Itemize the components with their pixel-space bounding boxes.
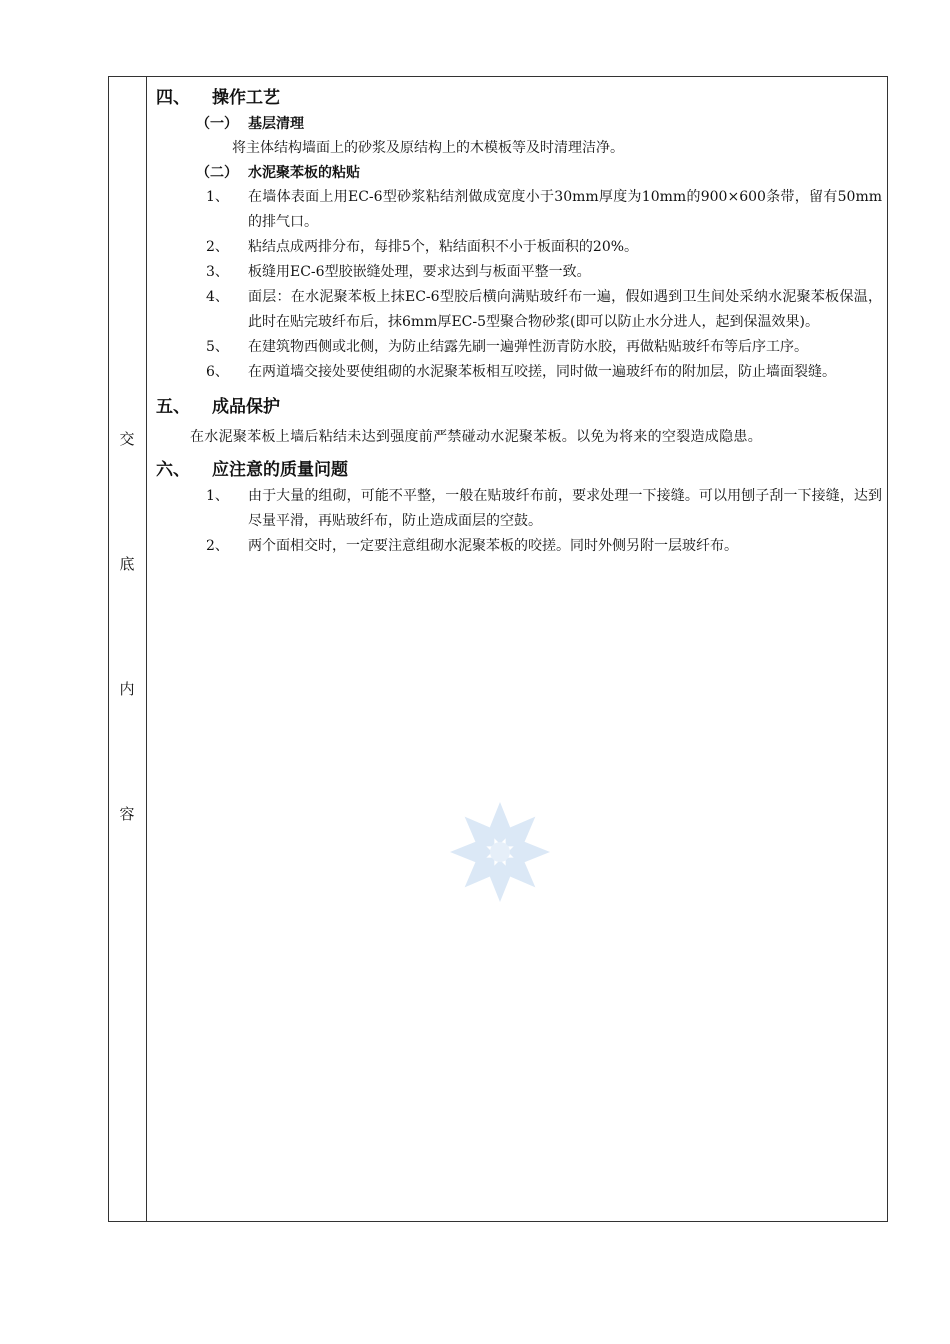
subsection-number: （二） xyxy=(196,165,238,181)
list-item-number: 4、 xyxy=(206,289,229,305)
side-label-char: 容 xyxy=(119,805,135,823)
section-heading xyxy=(156,84,882,112)
side-label-char: 内 xyxy=(119,680,135,698)
side-label-char: 交 xyxy=(119,430,135,448)
list-item xyxy=(156,185,882,235)
paragraph: 在水泥聚苯板上墙后粘结未达到强度前严禁碰动水泥聚苯板。以免为将来的空裂造成隐患。 xyxy=(190,429,762,445)
list-item-text: 面层：在水泥聚苯板上抹EC-6型胶后横向满贴玻纤布一遍，假如遇到卫生间处采纳水泥聚苯板保温，此时在贴完玻纤布后，抹6mm厚EC-5型聚合物砂浆(即可以防止水分进人，起到保温效果)。 xyxy=(248,289,882,330)
list-item-text: 板缝用EC-6型胶嵌缝处理，要求达到与板面平整一致。 xyxy=(248,264,591,280)
section-number: 五、 xyxy=(156,397,190,417)
list-item-number: 6、 xyxy=(206,364,229,380)
column-divider xyxy=(146,76,147,1222)
section-heading xyxy=(156,393,882,421)
section-number: 四、 xyxy=(156,88,190,108)
list-item xyxy=(156,260,882,285)
list-item-number: 2、 xyxy=(206,538,229,554)
side-label-char: 底 xyxy=(119,555,135,573)
star-flower-watermark-icon xyxy=(448,800,552,904)
section-title: 成品保护 xyxy=(212,397,280,417)
subsection-title: 基层清理 xyxy=(248,116,304,132)
list-item xyxy=(156,534,882,559)
list-item xyxy=(156,484,882,534)
list-item-number: 1、 xyxy=(206,488,229,504)
subsection-heading xyxy=(196,161,882,185)
list-item-text: 粘结点成两排分布，每排5个，粘结面积不小于板面积的20%。 xyxy=(248,239,639,255)
list-item-number: 2、 xyxy=(206,239,229,255)
list-item-number: 3、 xyxy=(206,264,229,280)
section-number: 六、 xyxy=(156,460,190,480)
list-item xyxy=(156,360,882,385)
list-item xyxy=(156,235,882,260)
subsection-heading xyxy=(196,112,882,136)
list-item xyxy=(156,335,882,360)
document-content xyxy=(156,84,882,559)
list-item-number: 1、 xyxy=(206,189,229,205)
list-item-text: 两个面相交时，一定要注意组砌水泥聚苯板的咬搓。同时外侧另附一层玻纤布。 xyxy=(248,538,738,554)
list-item-number: 5、 xyxy=(206,339,229,355)
list-item-text: 在墙体表面上用EC-6型砂浆粘结剂做成宽度小于30mm厚度为10mm的900×600条带，留有50mm的排气口。 xyxy=(248,189,882,230)
subsection-title: 水泥聚苯板的粘贴 xyxy=(248,165,360,181)
list-item xyxy=(156,285,882,335)
section-title: 操作工艺 xyxy=(212,88,280,108)
paragraph: 将主体结构墙面上的砂浆及原结构上的木模板等及时清理洁净。 xyxy=(232,140,624,156)
section-heading xyxy=(156,456,882,484)
list-item-text: 由于大量的组砌，可能不平整，一般在贴玻纤布前，要求处理一下接缝。可以用刨子刮一下接缝，达到尽量平滑，再贴玻纤布，防止造成面层的空鼓。 xyxy=(248,488,882,529)
section-title: 应注意的质量问题 xyxy=(212,460,348,480)
list-item-text: 在两道墙交接处要使组砌的水泥聚苯板相互咬搓，同时做一遍玻纤布的附加层，防止墙面裂缝。 xyxy=(248,364,836,380)
subsection-number: （一） xyxy=(196,116,238,132)
list-item-text: 在建筑物西侧或北侧，为防止结露先刷一遍弹性沥青防水胶，再做粘贴玻纤布等后序工序。 xyxy=(248,339,808,355)
